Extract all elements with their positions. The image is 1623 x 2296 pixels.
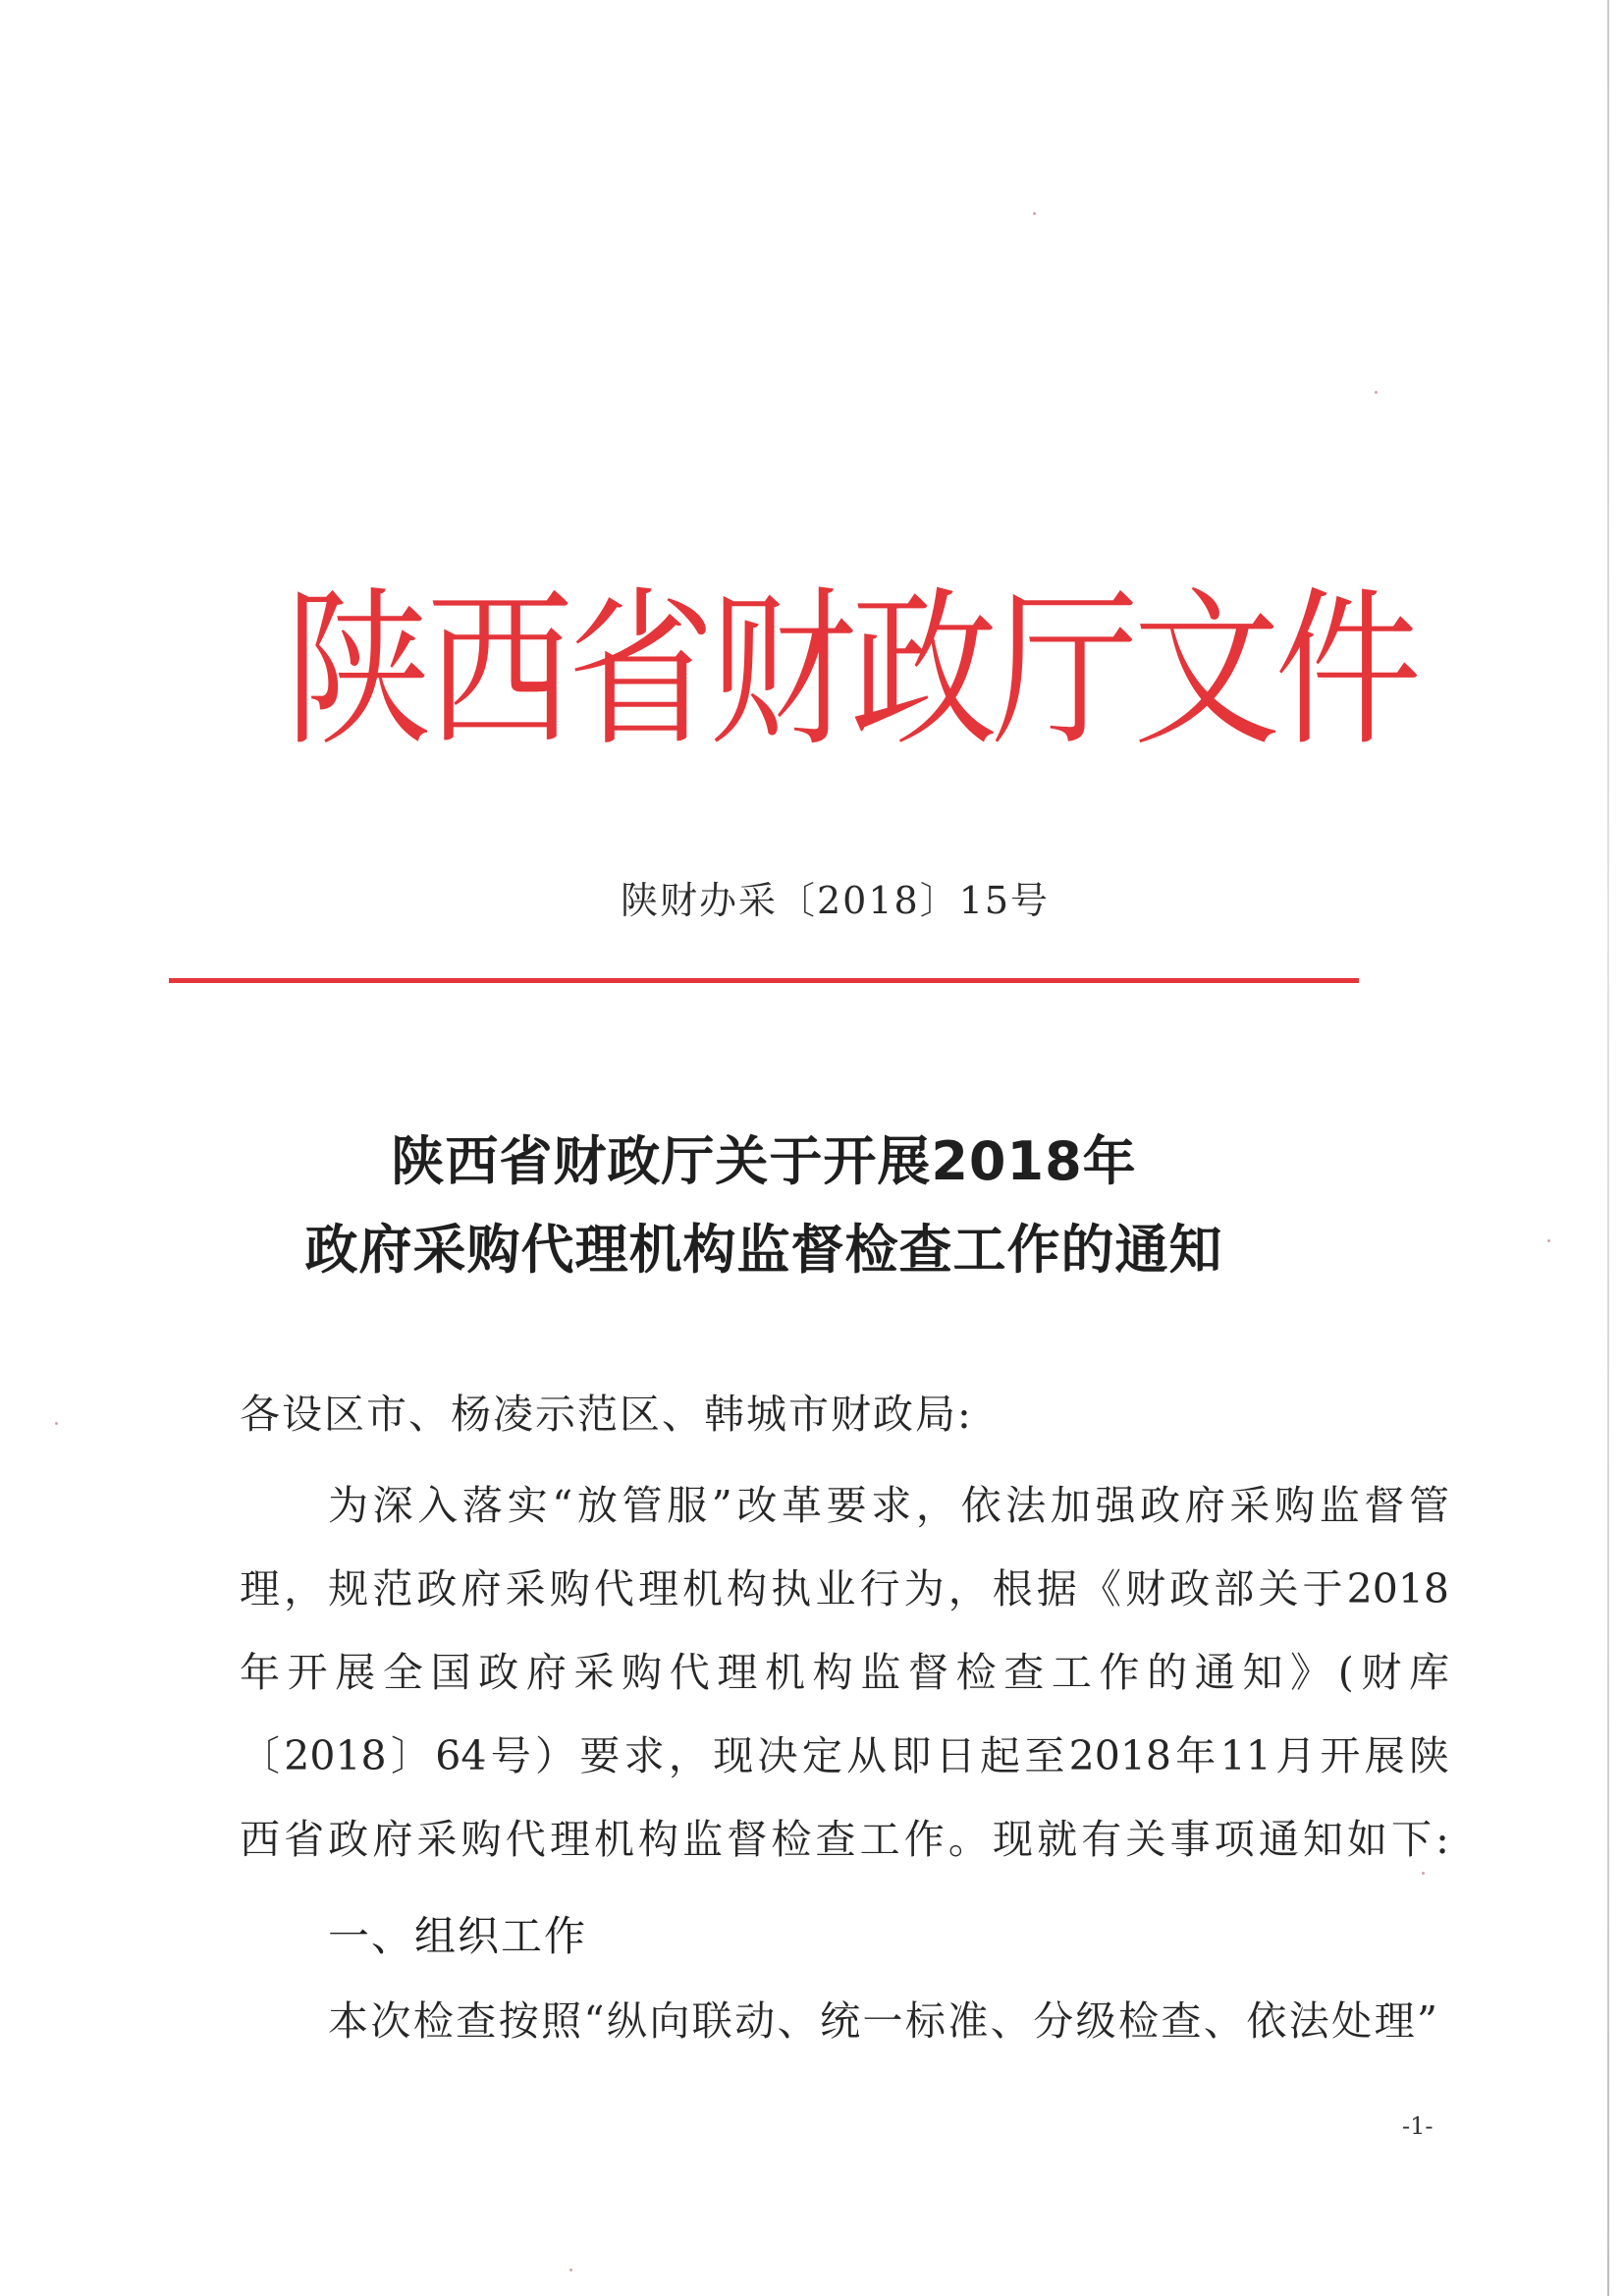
scan-speck: [1547, 1239, 1550, 1242]
section-1-heading: 一、组织工作: [328, 1912, 588, 1960]
paragraph-1-line-4: 〔2018〕64号）要求，现决定从即日起至2018年11月开展陕: [240, 1732, 1449, 1779]
scan-edge-shadow: [1607, 0, 1609, 2296]
scan-speck: [1422, 1872, 1425, 1875]
paragraph-1-line-5: 西省政府采购代理机构监督检查工作。现就有关事项通知如下:: [240, 1816, 1449, 1863]
red-separator-line: [169, 978, 1359, 983]
scan-speck: [1375, 391, 1378, 394]
paragraph-1-line-2: 理，规范政府采购代理机构执业行为，根据《财政部关于2018: [240, 1565, 1449, 1613]
notice-title-line-2: 政府采购代理机构监督检查工作的通知: [304, 1219, 1223, 1281]
masthead-title: 陕西省财政厅文件: [285, 573, 1417, 770]
scan-speck: [569, 2269, 572, 2271]
paragraph-1-line-1: 为深入落实“放管服”改革要求，依法加强政府采购监督管: [328, 1482, 1449, 1529]
paragraph-2-line-1: 本次检查按照“纵向联动、统一标准、分级检查、依法处理”: [328, 1997, 1437, 2045]
paragraph-1-line-3: 年开展全国政府采购代理机构监督检查工作的通知》(财库: [240, 1649, 1449, 1696]
addressee: 各设区市、杨凌示范区、韩城市财政局:: [240, 1391, 973, 1438]
page-number: -1-: [1402, 2112, 1434, 2140]
scan-speck: [1033, 212, 1036, 215]
document-number: 陕财办采〔2018〕15号: [621, 879, 1051, 922]
notice-title-line-1: 陕西省财政厅关于开展2018年: [391, 1130, 1137, 1192]
scan-speck: [55, 1422, 58, 1425]
